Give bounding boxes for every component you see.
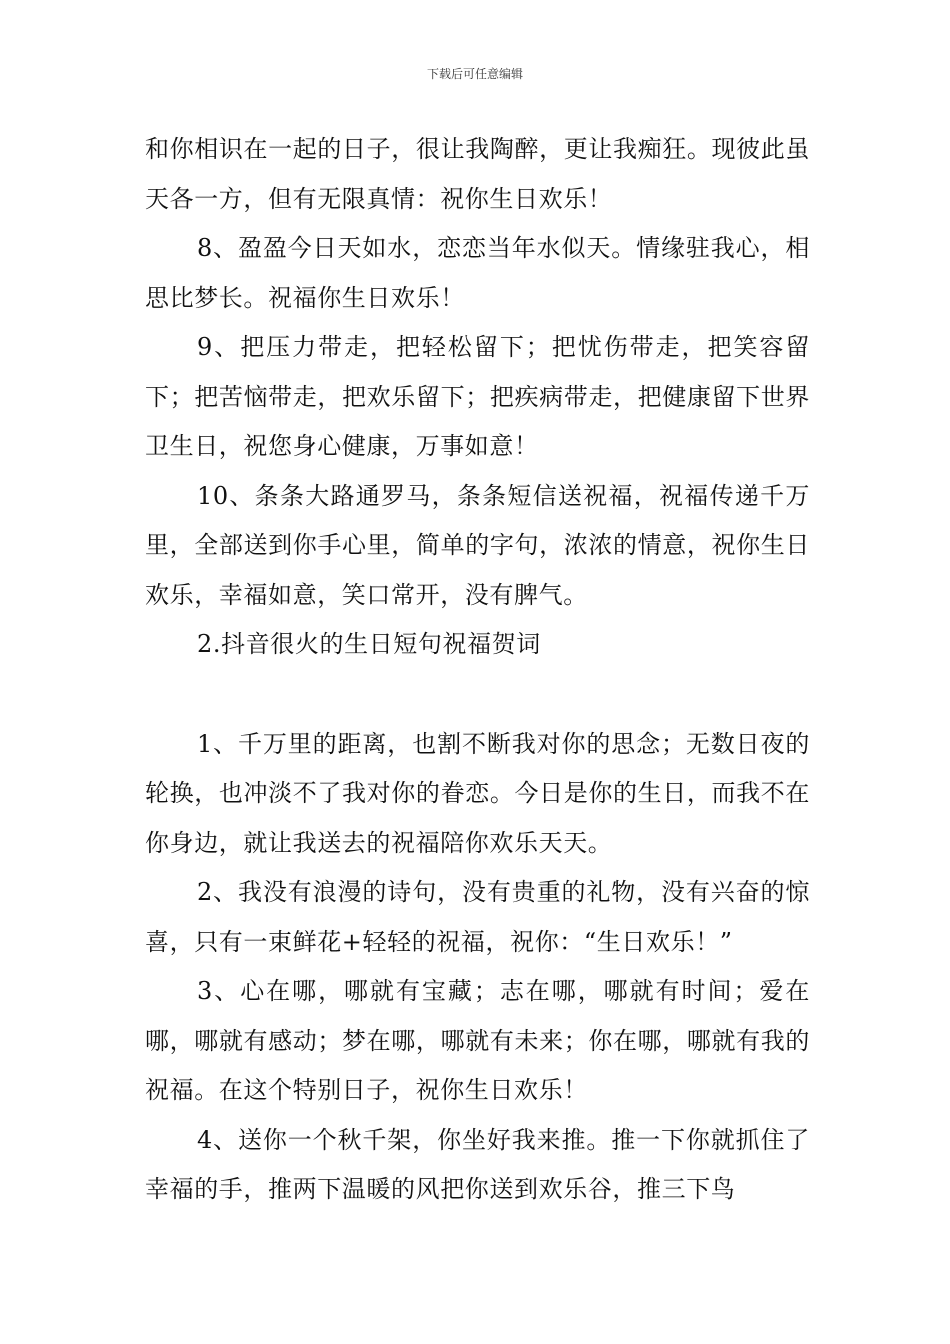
section-item-4: 4、送你一个秋千架，你坐好我来推。推一下你就抓住了幸福的手，推两下温暖的风把你送到欢乐谷，推三下鸟 bbox=[145, 1125, 810, 1203]
page-header-note: 下载后可任意编辑 bbox=[426, 67, 523, 81]
paragraph-item-9: 9、把压力带走，把轻松留下；把忧伤带走，把笑容留下；把苦恼带走，把欢乐留下；把疾病带走，把健康留下世界卫生日，祝您身心健康，万事如意！ bbox=[145, 333, 810, 460]
section-item-3: 3、心在哪，哪就有宝藏；志在哪，哪就有时间；爱在哪，哪就有感动；梦在哪，哪就有未来；你在哪，哪就有我的祝福。在这个特别日子，祝你生日欢乐！ bbox=[145, 977, 810, 1104]
paragraph-item-8: 8、盈盈今日天如水，恋恋当年水似天。情缘驻我心，相思比梦长。祝福你生日欢乐！ bbox=[145, 234, 810, 312]
document-body bbox=[145, 125, 810, 1215]
section-spacer bbox=[145, 670, 810, 720]
section-item-1: 1、千万里的距离，也割不断我对你的思念；无数日夜的轮换，也冲淡不了我对你的眷恋。今日是你的生日，而我不在你身边，就让我送去的祝福陪你欢乐天天。 bbox=[145, 729, 810, 857]
section-heading: 2.抖音很火的生日短句祝福贺词 bbox=[197, 630, 541, 658]
paragraph-item-10: 10、条条大路通罗马，条条短信送祝福，祝福传递千万里，全部送到你手心里，简单的字句，浓浓的情意，祝你生日欢乐，幸福如意，笑口常开，没有脾气。 bbox=[145, 481, 810, 609]
paragraph-continued: 和你相识在一起的日子，很让我陶醉，更让我痴狂。现彼此虽天各一方，但有无限真情：祝你生日欢乐！ bbox=[145, 135, 810, 213]
section-item-2: 2、我没有浪漫的诗句，没有贵重的礼物，没有兴奋的惊喜，只有一束鲜花+轻轻的祝福，祝你：“生日欢乐！” bbox=[145, 878, 810, 956]
